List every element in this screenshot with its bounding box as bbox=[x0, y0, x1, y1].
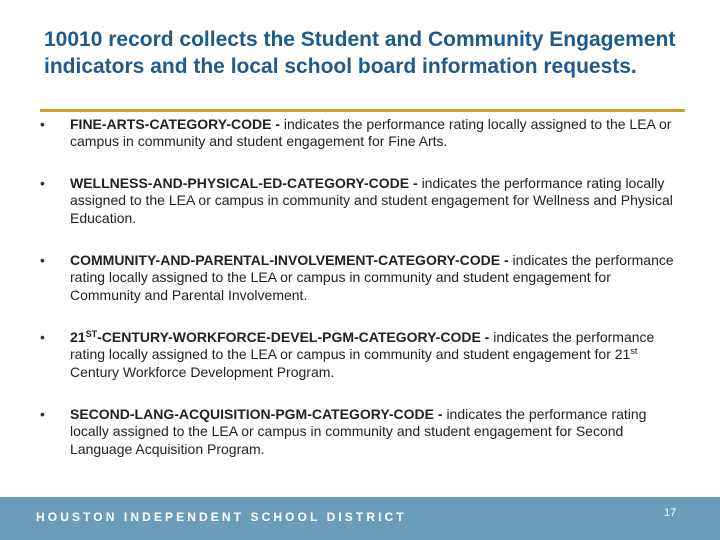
field-code: SECOND-LANG-ACQUISITION-PGM-CATEGORY-CODE - bbox=[70, 406, 447, 422]
footer-bar bbox=[0, 497, 720, 540]
bullet-text bbox=[70, 116, 678, 151]
bullet-marker: • bbox=[40, 252, 45, 268]
field-description: indicates the performance rating locally assigned to the LEA or campus in community and student engagement for Wellness and Physical Education. bbox=[70, 175, 673, 226]
bullet-marker: • bbox=[40, 329, 45, 345]
title-divider bbox=[40, 109, 685, 112]
field-description: indicates the performance rating locally assigned to the LEA or campus in community and student engagement for Community and Parental Involvement. bbox=[70, 252, 674, 303]
field-description-rest: Century Workforce Development Program. bbox=[70, 363, 335, 380]
field-description-superscript: st bbox=[630, 346, 638, 357]
field-code-superscript: ST bbox=[85, 329, 98, 339]
field-description: indicates the performance rating locally assigned to the LEA or campus in community and student engagement for Fine Arts. bbox=[70, 116, 672, 150]
page-number: 17 bbox=[664, 507, 677, 519]
field-code bbox=[70, 329, 493, 345]
bullet-text bbox=[70, 252, 678, 304]
bullet-marker: • bbox=[40, 116, 45, 132]
field-code-prefix: 21 bbox=[70, 329, 86, 345]
bullet-text bbox=[70, 175, 678, 227]
field-code: WELLNESS-AND-PHYSICAL-ED-CATEGORY-CODE - bbox=[70, 175, 422, 191]
bullet-marker: • bbox=[40, 406, 45, 422]
field-code-rest: -CENTURY-WORKFORCE-DEVEL-PGM-CATEGORY-CODE - bbox=[97, 329, 494, 345]
slide-title: 10010 record collects the Student and Community Engagement indicators and the local school board information requests. bbox=[44, 28, 676, 78]
field-description-prefix: indicates the performance rating locally assigned to the LEA or campus in community and student engagement for 21 bbox=[70, 329, 655, 363]
bullet-marker: • bbox=[40, 175, 45, 191]
bullet-text bbox=[70, 406, 678, 458]
field-code: COMMUNITY-AND-PARENTAL-INVOLVEMENT-CATEGORY-CODE - bbox=[70, 252, 513, 268]
footer-organization: HOUSTON INDEPENDENT SCHOOL DISTRICT bbox=[36, 510, 407, 524]
field-description: indicates the performance rating locally assigned to the LEA or campus in community and student engagement for Second Language Acquisition Program. bbox=[70, 406, 647, 457]
field-code: FINE-ARTS-CATEGORY-CODE - bbox=[70, 116, 284, 132]
bullet-text bbox=[70, 329, 678, 381]
